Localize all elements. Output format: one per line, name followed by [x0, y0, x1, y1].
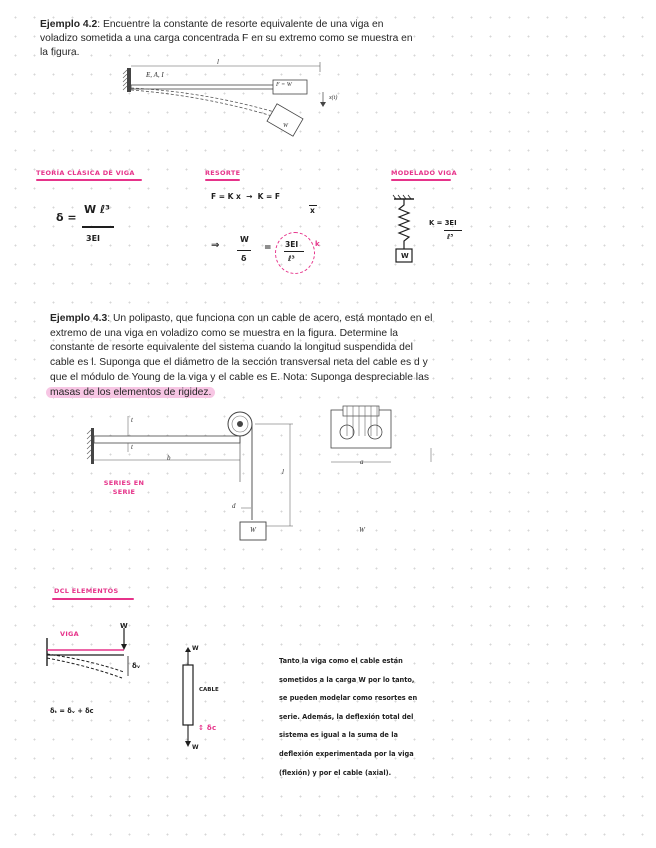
dim-l-label: l: [217, 58, 219, 66]
highlighted-text: masas de los elementos de rigidez.: [46, 387, 215, 398]
beam-load-w: W: [120, 622, 128, 630]
example-4-2-text: Ejemplo 4.2: Encuentre la constante de resorte equivalente de una viga en voladizo sometida a una carga concentrada F en su extremo como se muestra en la figura.: [40, 19, 413, 59]
hooke-law: F = K x → K = F: [211, 192, 281, 201]
figure-cantilever-beam: [120, 58, 360, 150]
explanation-line: Tanto la viga como el cable están: [279, 657, 403, 665]
fw-label: F = W: [276, 82, 292, 88]
hoist-diagram: [85, 402, 445, 547]
implies-arrow: ⇒: [211, 240, 220, 251]
label-viga: VIGA: [60, 630, 80, 638]
explanation-line: sometidos a la carga W por lo tanto,: [279, 675, 415, 684]
hooke-denominator: x: [310, 206, 315, 215]
w-block-label: W: [250, 526, 256, 534]
k-model-den: ℓ³: [447, 233, 454, 241]
cable-deflection-label: ↕ δc: [198, 724, 217, 732]
a-label: a: [360, 458, 364, 466]
delta-lhs: δ =: [56, 211, 77, 224]
heading-resorte: RESORTE: [205, 169, 241, 177]
k-tag: k: [315, 240, 320, 248]
beam-deflection-label: δᵥ: [132, 662, 141, 670]
underline-teoria: [36, 179, 142, 181]
l-cable-label: l: [282, 468, 284, 476]
beam-dcl-diagram: [44, 618, 154, 688]
circled-den: ℓ³: [288, 254, 295, 263]
eai-label: E, A, I: [146, 71, 164, 79]
explanation-paragraph: [279, 652, 439, 782]
figure-hoist: [85, 402, 445, 547]
explanation-line: (flexión) y por el cable (axial).: [279, 768, 392, 777]
d-label: d: [232, 502, 236, 510]
underline-resorte: [205, 179, 240, 181]
explanation-line: deflexión experimentada por la viga: [279, 749, 414, 758]
example-4-3-label: Ejemplo 4.3: [50, 313, 108, 324]
b-label: b: [167, 454, 171, 462]
k-model-bar: [444, 230, 462, 231]
w-over-delta-den: δ: [241, 254, 247, 263]
t-label-top: t: [131, 416, 133, 424]
delta-numerator: W ℓ³: [84, 203, 110, 216]
example-4-3-text: Ejemplo 4.3: Un polipasto, que funciona con un cable de acero, está montado en el extremo de una viga en voladizo como se muestra en la figura. Determine la constante de resorte equivalente del sistema cuando la longitud suspendida del cable es l. Suponga que el diámetro de la sección transversal neta del cable es d y que el módulo de Young de la viga y el cable es E. Nota: Suponga despreciable las masas de los elementos de rigidez.: [50, 312, 435, 400]
heading-teoria-clasica: TEORÍA CLÁSICA DE VIGA: [36, 169, 135, 177]
heading-dcl-elementos: DCL ELEMENTOS: [54, 587, 119, 595]
circled-result: [275, 232, 315, 274]
w-side-label: W: [359, 526, 365, 534]
explanation-line: se pueden modelar como resortes en: [279, 694, 418, 703]
t-label-bottom: t: [131, 443, 133, 451]
label-cable: CABLE: [199, 687, 219, 693]
heading-modelado-viga: MODELADO VIGA: [391, 169, 457, 177]
delta-denominator: 3EI: [86, 234, 101, 243]
delta-fraction-bar: [82, 226, 114, 228]
note-series: SERIES EN SERIE: [103, 479, 145, 496]
circled-bar: [284, 251, 304, 252]
equals-sign: =: [264, 243, 272, 253]
w-over-delta-bar: [237, 250, 251, 251]
spring-block-w: W: [401, 252, 409, 260]
cable-dcl-diagram: [178, 645, 208, 755]
cable-load-w-top: W: [192, 645, 199, 652]
circled-num: 3EI: [285, 240, 299, 249]
explanation-line: serie. Además, la deflexión total del: [279, 712, 414, 721]
total-deflection: δₜ = δᵥ + δc: [50, 707, 94, 715]
k-model-num: K = 3EI: [429, 219, 457, 227]
w-over-delta-num: W: [240, 235, 249, 244]
xt-label: x(t): [329, 95, 338, 101]
explanation-line: sistema es igual a la suma de la: [279, 731, 398, 740]
cable-load-w-bottom: W: [192, 744, 199, 751]
underline-modelado: [391, 179, 451, 181]
example-4-2-label: Ejemplo 4.2: [40, 19, 98, 30]
underline-dcl: [52, 598, 134, 600]
w-box-label: W: [283, 123, 288, 129]
